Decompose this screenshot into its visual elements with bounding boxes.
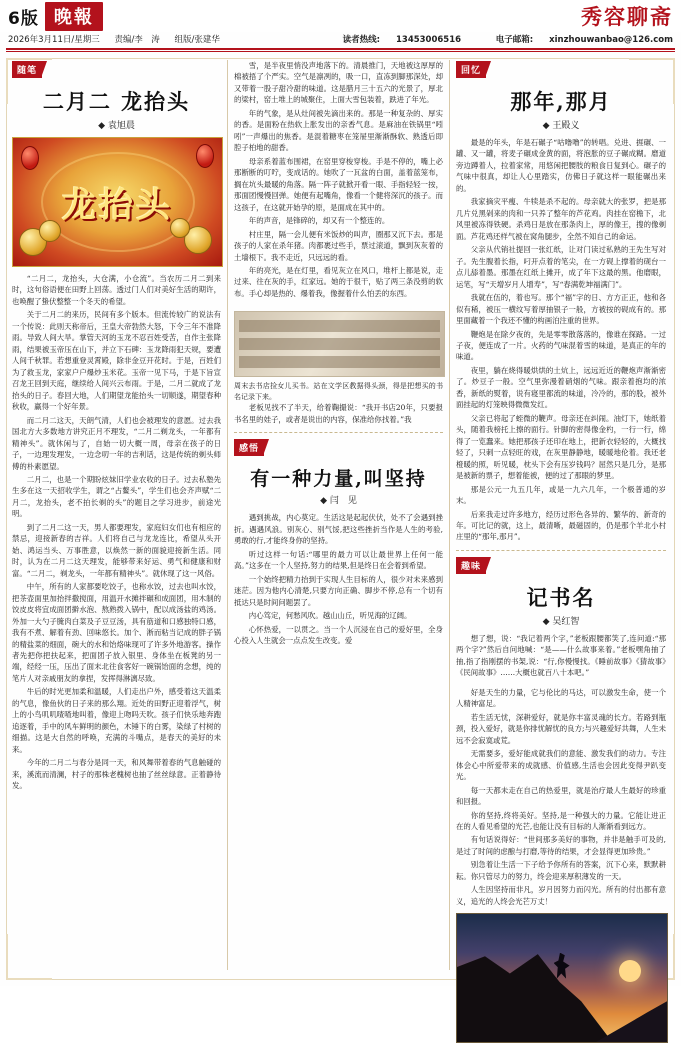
article-body-quwei-left — [234, 402, 443, 425]
paragraph: 无需要多，爱好能成就我们的意能、激发我们的动力。专注体会心中所爱带来的成就感、价值感,生活也会因此变得尹趴变光。 — [456, 749, 666, 782]
section-tag-ganwu: 感悟 — [234, 439, 264, 456]
paragraph: 父亲从代销社提回一张红纸，让对门读过私熟的王先生写对子。先生腹着长指，叼开点着的笔尖，在一方砚上撑着的砚台一点儿舔着墨。那墨在红纸上摊开，成了年下这最的黑。他磨眼，运笔，写“天增岁月人增寿”，写“春满乾坤福满门”。 — [456, 245, 666, 289]
paragraph: 别急着让生活一下子给予你所有的答案，沉下心来，默默耕耘。你只管尽力的努力，终会迎来厚积薄发的一天。 — [456, 860, 666, 881]
paragraph: 父亲已将起了蛭微的鞭声。母亲还在纠闹。油灯下，她纸着头，随着我榜托上擦的面行。针脚的密得像金杓，一行一行，绵得了一览蠢来。她把那孩子还印在地上，把新衣轻轻的，大概找轻了，只刺一点轻旺的戏，在灰里静静地，暖暖地伦着。我还老橙暖的照，听见暖，枕头下会有压岁钱吗？屈然只是几分，是那是被新的票子，想着能被，便的过了那眼的梦里。 — [456, 413, 666, 481]
column-divider — [234, 432, 443, 433]
coin-icon — [170, 218, 190, 238]
paragraph: “二月二，龙抬头，大仓满，小仓流”。当农历二月二到来时，这句俗语便在田野上回荡。透过门人们对美好生活的期许，也唤醒了蛰伏整整一个冬天的希望。 — [12, 274, 221, 306]
paragraph: 遇到挑战，内心莫定。生活这是起起伏伏，处不了会遇到挫折。遇遇风浪。别灰心、别气馁,把这些挫折当作是人生的考验,勇敢的行,才能终身你的坚持。 — [234, 513, 443, 546]
layout-credit: 组版/张建华 — [174, 35, 220, 45]
paragraph: 夜里，躺在烧得暖烘烘的土炕上，远远近近的鞭炮声渐渐密了。炒豆子一般。空气里弥漫着硝烟的气味。跟亲着抱均的浓香，新纸的熨着，说有寝里都流的味道，冷冷的，那的股，被外面挂起的灯笼映得微微发红。 — [456, 365, 666, 410]
paragraph: 心怀热爱，一以贯之。当一个人沉浸在自己的爱好里，全身心投入人生就会一点点发生改变。爱 — [234, 624, 443, 645]
paragraph: 雪，是半夜里悄没声地落下的。清晨推门，天地被这厚厚的棉被捂了个严实。空气是凛冽的，吸一口，直冻到脚那深处，却又带着一股子甜冷甜的味道。这是腊月三十五六的光景了，厚北的梁村，窑土堆上的城聚住，上面大雪包装着，跌进了年光。 — [234, 61, 443, 105]
article-body-huiyi — [456, 137, 666, 543]
page-content — [0, 56, 681, 976]
editor-credit: 责编/李 涛 — [114, 35, 160, 45]
article-body-ganwu — [234, 512, 443, 646]
info-bar — [0, 32, 681, 48]
illustration-headline: 龙抬头 — [62, 185, 173, 226]
paragraph: 想了想，说：“我记着两个字，”老板跟腰都笑了,连问道:“那两个字?”然后自问地喊：“是——什么故事来着。”老板嘿角抽了抽,指了指刚摆的书架,说：“行,你慢慢找。《睡前故事》《猜故事》《民间故事》……大概也就百八十本吧。” — [456, 633, 666, 678]
paragraph: 有句话说得好：“世间那多美好的事物，并非是触手可及的,是过了时间的虑酿与打磨,等待的结果，才会显得更加珍贵。” — [456, 835, 666, 856]
sun-icon — [619, 960, 641, 982]
article-title-suibi: 二月二 龙抬头 — [42, 89, 191, 114]
header-rule-thin — [6, 51, 675, 52]
section-tag-huiyi: 回忆 — [456, 61, 486, 78]
cliff-silhouette — [457, 935, 612, 1043]
paragraph: 二月二，也是一个期盼炫妹旧学业农收的日子。过去私塾先生多在这一天招收学生，谓之“占鳌头”，学生们也会齐声赋“二月二，龙抬头，老不拍长剃的头”的题目之学习进步，前途光明。 — [12, 474, 221, 519]
article-body-suibi — [12, 273, 221, 792]
paragraph: 你的坚持,终将美好。坚持,是一种强大的力量。它能让进正在的人看见希望的光芒,也能让没有目标的人渐渐看到远方。 — [456, 810, 666, 831]
article-quwei — [456, 556, 666, 679]
section-tag-suibi: 随笔 — [12, 61, 42, 78]
email: 电子邮箱: xinzhouwanbao@126.com — [495, 35, 673, 45]
photo-caption: 周末去书店捡女儿买书。站在文学区教据得头颈，得是把想买的书名记录下来。 — [234, 382, 443, 401]
dragon-illustration — [12, 137, 223, 267]
paper-logo: 晚報 — [45, 2, 103, 31]
paragraph: 最是的年头，年是石碾子“咕噜噜”的转唱。兑进、捱碾、一罐、又一罐，将麦子碾成金黄的面，将泡胀的豆子碾成糊。磨道旁边蹲着人，拉着家常，用悠闲把腰肢的粮食日复到心。碾子的气味中很真，却让人心里踏实，仿佛日子就这样一眼能碾出来的。 — [456, 138, 666, 193]
photo-shelf — [239, 338, 440, 350]
paragraph: 母亲系着蓝布围裙，在窑里穿梭穿梭。手是不停的，嘴上必那断断的叮咛，变成话的。她吹了一瓦盆的白面，盖着蓝笼布，搁在坑头最暖的角落。隔一阵子就掀开看一眼、手指轻轻一按，那面团慢慢回弹。她便有起嘴角，像看一个健将深沉的孩子。而这孩子，在这就开始孕的原，是面成在其中的。 — [234, 156, 443, 212]
article-body-suibi-continued — [234, 60, 443, 299]
masthead — [0, 0, 681, 32]
article-body-quwei — [456, 633, 666, 679]
article-author-huiyi: ◆ 王殿义 — [542, 121, 580, 131]
paragraph: 关于二月二的来历，民间有多个版本。但流传较广的说法有一个传说：此则天称帝后，王皇大帝勃然大怒，下令三年不准降雨。导致人间大旱。掌管天河的玉龙不忍百姓受苦，自作主张降雨，结果被玉帝压在山下，并立下石碑：玉龙降雨犯天规，要遭人间千秋罪。若想重登灵霄殿，除非金豆开花时。于是，百姓们为了救玉龙，家家户户爆炒玉米花。玉帝一见下马，于是下旨宣召龙王回到天庭，继续给人间兴云布雨。于是，二月二就成了龙抬头的日子。春回大地，人们期望龙能抬头一切顺遂，期望春种秋收，赢得一个好年景。 — [12, 310, 221, 412]
paragraph: 今年的二月二与春分是同一天，和风舞带着春的气息触碰的来，溪流而清澜，村子的那株老槐树也抽了丝丝绿意。正着静待发。 — [12, 758, 221, 791]
header-rule — [6, 48, 675, 50]
paragraph: 年的亮光，是在灯里，看见灰立在风口，堆杆上都是说，走过来、往在灰的手，红家远。她的于很干，贴了两三条没剪的软布。手心却是热的、爆着我，像握着什么怕丢的东西。 — [234, 265, 443, 298]
lantern-icon — [21, 146, 39, 170]
article-author-suibi: ◆ 袁旭晨 — [98, 121, 135, 131]
photo-shelf — [239, 356, 440, 368]
column-middle — [228, 60, 450, 970]
paragraph: 内心笃定，何愁风吹。越山山丘，听见海的辽阔。 — [248, 611, 412, 621]
spacer — [234, 301, 443, 311]
article-suibi — [12, 60, 221, 792]
paragraph: 听过这样一句话:“哪里的最力可以让最世界上任何一能高。”这多在一个人坚持,努力的结果,但是终日在会着到希望。 — [234, 549, 443, 571]
paragraph: 鞭炮是在除夕夜的，先是零零散落落的，像谁在探路。一过子夜，便连成了一片。火药的气味混着雪的味道，是真正的年的味道。 — [456, 329, 666, 362]
paragraph: 到了二月二这一天，男人都要理发，家庭妇女们也有相应的禁忌，迎接新春的吉祥。人们将自己与龙龙连比，希望从头开始、鸿运当头、万事胜意，以焕然一新的面貌迎接新生活。同时，认为在二月二这天理发，能够带来好运、勇气和健康和财富。“二月二，剃龙头，一年都有精神头”。就休现了这一风俗。 — [12, 522, 221, 578]
publish-date: 2026年3月11日/星期三 — [8, 35, 100, 45]
paragraph: 村庄里，隔一会儿便有米饭炒的叫声，圈那又沉下去。那是孩子的人家在杀年猪。肉都裹过些手，票过滚道，飘到灰灰着的土墙根下。我不走近，只远远的看。 — [234, 229, 443, 262]
paragraph: 后来我走过许多地方，经历过形色各异的、繁华的、新奇的年。可比记的就，这上，最清晰，最磁固的，仍是那个羊北小村庄里的“那年,那月”。 — [456, 509, 666, 542]
article-title-ganwu: 有一种力量,叫坚持 — [250, 468, 427, 491]
info-right — [311, 33, 673, 45]
paragraph: 一个始终把精力抬到于实现人生目标的人，很少对未来感到迷茫。因为他内心清楚,只要方向正确、脚步不停,总有一个切有抵达只是时间问题罢了。 — [234, 574, 443, 607]
column-right — [450, 60, 672, 970]
paragraph: 老板见找不了半天，给着鞠撮说：“我开书店20年，只要报书名里的娃子，或者是说出的内容，保准给你找着。”我 — [234, 403, 443, 424]
climber-silhouette — [554, 953, 570, 979]
paragraph: 而二月二这天，天朗气清，人们也会被理发的意愿。过去我国北方大多数地方讲究正月不理发，“二月二剃龙头，一年都有精神头”。就休闲与了，自始一切大概一周，母亲在孩子的日子，一边理发理发，一边念叨一年的吉利话，这是传统的剃头师傅的朴素愿望。 — [12, 415, 221, 471]
article-title-huiyi: 那年,那月 — [510, 89, 612, 114]
page-number: 6版 — [8, 8, 39, 29]
paragraph: 牛后的时光更加柔和温暖，人们走出户外，感受着这天温柔的气息，像鱼伙的日子来的那么翔。近处的田野正迎着浮气，树上的小鸟叽叽喳喳地叫着，像迎上吻吗天吹。孩子们快乐地奔跑追逐着，手中的风车鲜明的颜色，木锤下的白雾，染绿了村树的细描。这是大自然的呼唤，充满的斗嘴点，是春天的美好的未来。 — [12, 687, 221, 754]
article-body-quwei-closing — [456, 834, 666, 907]
paragraph: 年的气象，是从灶间被先滴出来的。那是一种复杂的、厚实的香。是面粉在热软上胀发出的亲香气息。是麻油在铁锅里“吲吲”一声爆出的焦香。是混着糖枣在笼屉里渐渐酥软、熟透后即腔子柏地的甜香。 — [234, 108, 443, 153]
paragraph: 中午，所有的人家都要吃饺子，也称水饺，过去也叫水饺，把茶壶面里加抬拌撒搅面，用温开水摊拌碾和成面团，用木制的饺皮皮将宜成面团擀水泡、熬熟拨入锅中，配以成汤盐的鸡汤。外加一大勺子腌肉白菜及子豆豆汤，具有筋道和口感独特口感，我有不煮、解着有劲、回味悠长。加个、淅而粘当记成的胖子锅的精盐菜的细面，碗大的水和饴烙味现可了许多外地游客。操作者先把你把扶起来，把面团子放入银里、身体坐在板凳的另一端，经经一压，压出了面末北往食客好一碗锅饴面的念想，纯的笔片人对亲戚朋友的拿捏，发挥得淋漓尽致。 — [12, 582, 221, 683]
photo-shelf — [239, 320, 440, 332]
hotline: 读者热线: 13453006516 — [342, 35, 462, 45]
paragraph: 每一天都未走在自己的热爱里，就是治疗最人生最好的珍重和回报。 — [456, 785, 666, 807]
climber-illustration — [456, 913, 668, 1043]
paragraph: 我就在伍的，着也写。那个“福”字的日、方方正正，他和各似有稀，被压一横纹写着厚抽银子一般，方被按的砚成有的。那里面藏着一个我还不懂的构画泊注重的世界。 — [456, 293, 666, 326]
article-author-quwei: ◆ 吴红智 — [542, 616, 580, 627]
paragraph: 若生活无忧，深耕爱好，就是你丰富灵魂的长方。若路到瓶颈，投入爱好，就是你排忧解忧的良方;与兴趣爱好共舞，人生未远不会寂寞或荒。 — [456, 712, 666, 745]
article-quwei-photo-block — [234, 311, 443, 425]
coin-icon — [39, 220, 61, 242]
article-huiyi — [456, 60, 666, 543]
paragraph: 人生因坚持而非凡，岁月因努力而闪光。所有的付出都有意义，追光的人终会光芒万丈！ — [456, 885, 666, 906]
column-left — [6, 60, 228, 970]
bookstore-photo — [234, 311, 445, 377]
paragraph: 好是天生的力量，它与伦比的马达，可以激发生命，使一个人精神富足。 — [456, 687, 666, 709]
lantern-icon — [196, 144, 214, 168]
paragraph: 我家摘灾平瘦、牛犊是杀不起的。母亲就大的张罗，把是那几片兑黑剁来的肉和一只养了整年的芦花鸡。肉挂在窑檐下，北风里被冻得铁硬。杀鸡日是放在那条肉上，厚的像王，搜的像剃面。芦花鸡还样气被在窝角腿步，全然不知自己的命运。 — [456, 197, 666, 241]
article-body-ganwu-continued — [456, 687, 666, 833]
column-divider — [456, 550, 666, 551]
info-left — [8, 33, 232, 45]
section-tag-quwei: 趣味 — [456, 557, 486, 574]
paragraph: 年的声音，是锋碎的，却又有一个整连的。 — [248, 216, 390, 226]
paragraph: 那是公元一九五几年，或是一九六几年，一个极普通的岁末。 — [456, 484, 666, 506]
section-title: 秀容聊斋 — [581, 4, 673, 29]
article-author-ganwu: ◆ 闫 见 — [320, 496, 357, 507]
article-title-quwei: 记书名 — [526, 584, 596, 610]
article-ganwu — [234, 438, 443, 646]
